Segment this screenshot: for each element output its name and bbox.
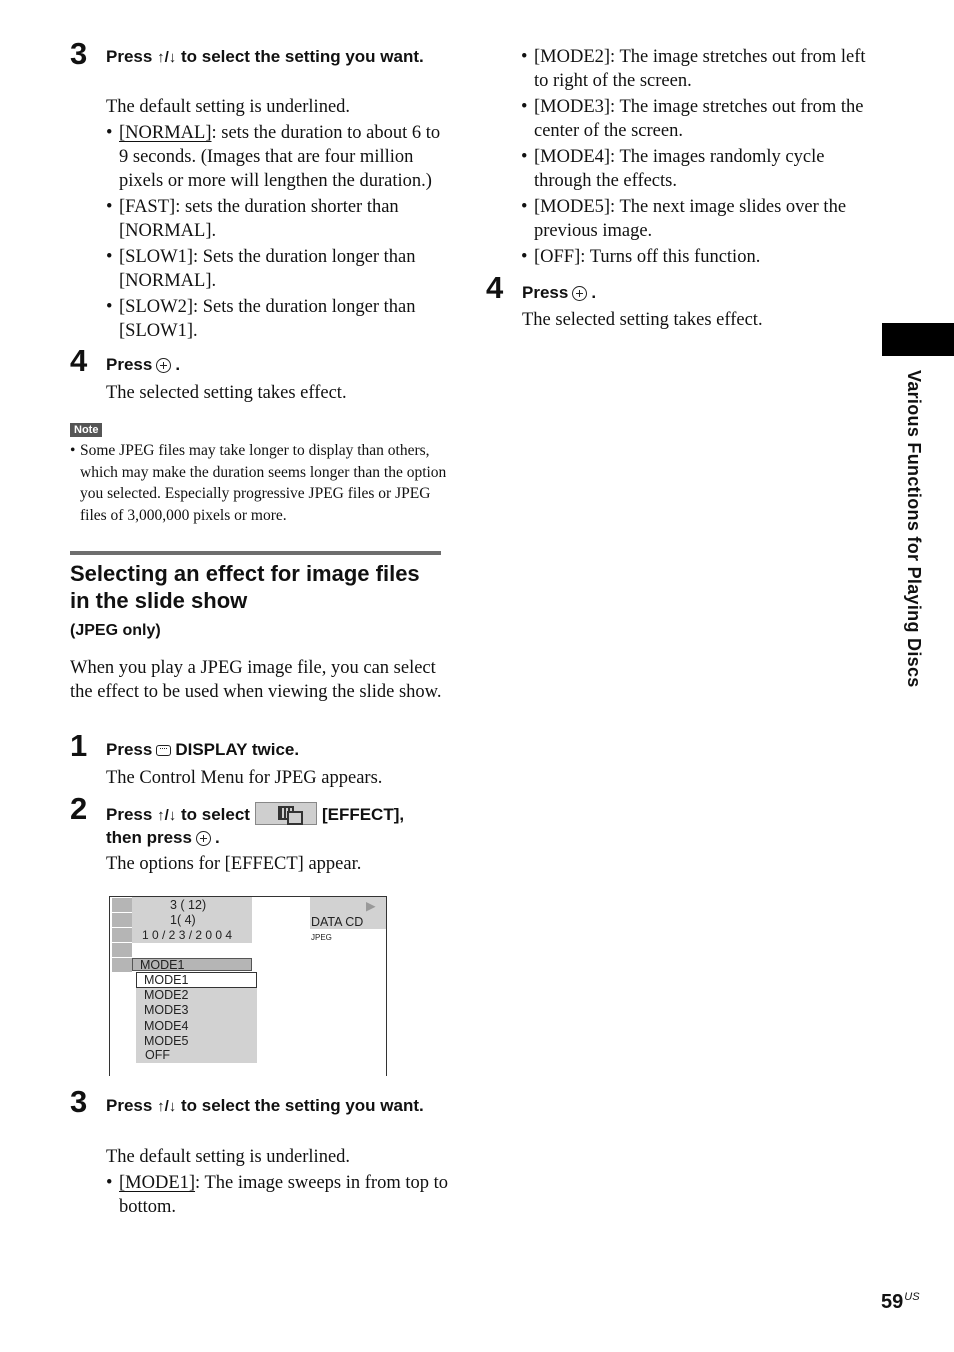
step-description: The selected setting takes effect. [106, 383, 347, 403]
chapter-tab [882, 323, 954, 356]
menu-icon-slot [111, 957, 133, 973]
press-word: Press [106, 805, 153, 824]
step-description: The default setting is underlined. [106, 1147, 351, 1167]
option-text: [MODE5]: The next image slides over the previous image. [534, 197, 847, 241]
disc-type [311, 915, 386, 945]
effect-options-list [136, 972, 257, 1063]
heading-text: to select [180, 805, 250, 824]
page-number-value: 59 [881, 1291, 904, 1313]
list-item: • [MODE4]: The images randomly cycle through the effects. [521, 147, 825, 191]
up-down-arrows-icon: ↑/↓ [157, 807, 177, 824]
press-word: Press [106, 47, 153, 66]
list-item: • [MODE2]: The image stretches out from left to right of the screen. [521, 47, 866, 91]
play-icon: ▶ [366, 899, 376, 913]
list-item: • [NORMAL]: sets the duration to about 6 to 9 seconds. (Images that are four million pixels or more will lengthen the duration.) [106, 123, 441, 191]
display-button-icon [156, 745, 171, 756]
option-text: : Sets the duration longer than [NORMAL]. [119, 247, 416, 291]
option-text: [MODE2]: The image stretches out from left to right of the screen. [534, 47, 866, 91]
period: . [591, 283, 597, 302]
step-number: 4 [70, 343, 88, 378]
option-name: [NORMAL] [119, 123, 212, 143]
option-text: [MODE4]: The images randomly cycle through the effects. [534, 147, 825, 191]
press-word: Press [522, 283, 569, 302]
press-word: Press [106, 1096, 153, 1115]
enter-button-icon [196, 831, 211, 846]
note-body: Some JPEG files may take longer to display than others, which may make the duration seems longer than the option you selected. Especially progressive JPEG files or JPEG files of 3,000,000 pixels or more. [80, 442, 447, 525]
option-name: [SLOW1] [119, 247, 193, 267]
heading-text: then press [106, 828, 192, 847]
list-item: • [OFF]: Turns off this function. [521, 247, 761, 267]
up-down-arrows-icon: ↑/↓ [157, 49, 177, 66]
step-heading [106, 46, 446, 69]
disc-type-label: DATA CD [311, 915, 364, 929]
option-text: : sets the duration to about 6 to 9 seconds. (Images that are four million pixels or more will lengthen the duration.) [119, 123, 441, 191]
region-suffix: US [904, 1291, 920, 1303]
option-text: [OFF]: Turns off this function. [534, 247, 761, 267]
effect-label: [EFFECT], [321, 805, 405, 824]
option-name: [SLOW2] [119, 297, 193, 317]
menu-icon-slot [111, 942, 133, 958]
press-word: Press [106, 355, 153, 374]
step-number: 2 [70, 791, 88, 826]
section-divider [70, 551, 441, 555]
menu-icon-slot [111, 927, 133, 943]
list-item: MODE2 [144, 988, 189, 1002]
step-heading [106, 1095, 446, 1118]
list-item: • [FAST]: sets the duration shorter than [NORMAL]. [106, 197, 399, 241]
menu-icon-slot [111, 912, 133, 928]
note-text: • Some JPEG files may take longer to display than others, which may make the duration seems longer than the option you selected. Especially progressive JPEG files or JPEG files of 3,000,000 pixels or more. [70, 442, 447, 525]
option-text: : sets the duration shorter than [NORMAL]. [119, 197, 399, 241]
option-text: : Sets the duration longer than [SLOW1]. [119, 297, 416, 341]
list-item: • [MODE1]: The image sweeps in from top to bottom. [106, 1173, 449, 1217]
section-intro: When you play a JPEG image file, you can select the effect to be used when viewing the slide show. [70, 658, 442, 702]
heading-text: DISPLAY twice. [175, 740, 300, 759]
step-number: 1 [70, 728, 88, 763]
step-number: 3 [70, 36, 88, 71]
step-heading [106, 354, 446, 376]
heading-text: to select the setting you want. [180, 1096, 424, 1115]
note-badge: Note [70, 423, 102, 437]
list-item: • [SLOW2]: Sets the duration longer than [SLOW1]. [106, 297, 416, 341]
info-line: 1( 4) [170, 913, 196, 927]
press-word: Press [106, 740, 153, 759]
effect-icon [255, 802, 317, 825]
selected-effect: MODE1 [132, 958, 252, 971]
list-item: • [MODE3]: The image stretches out from the center of the screen. [521, 97, 864, 141]
control-menu-screen [109, 896, 387, 1076]
info-line: 3 ( 12) [170, 898, 207, 912]
page-number [881, 1286, 920, 1313]
list-item: MODE5 [144, 1034, 189, 1048]
step-description: The Control Menu for JPEG appears. [106, 768, 383, 788]
info-date: 1 0 / 2 3 / 2 0 0 4 [142, 928, 233, 942]
section-subtitle: (JPEG only) [70, 622, 161, 639]
disc-type-box [310, 897, 386, 942]
enter-button-icon [156, 358, 171, 373]
period: . [214, 828, 220, 847]
list-item: MODE4 [144, 1019, 189, 1033]
step-number: 3 [70, 1084, 88, 1119]
period: . [175, 355, 181, 374]
step-description: The selected setting takes effect. [522, 310, 763, 330]
list-item: OFF [145, 1048, 170, 1062]
up-down-arrows-icon: ↑/↓ [157, 1098, 177, 1115]
disc-type-sub: JPEG [311, 933, 332, 942]
heading-text: to select the setting you want. [180, 47, 424, 66]
enter-button-icon [572, 286, 587, 301]
list-item: MODE3 [144, 1003, 189, 1017]
option-text: : The image sweeps in from top to bottom. [119, 1173, 449, 1217]
menu-icon-slot [111, 897, 133, 913]
list-item: MODE1 [144, 973, 189, 987]
step-heading [106, 739, 446, 761]
step-number: 4 [486, 270, 504, 305]
step-description: The options for [EFFECT] appear. [106, 854, 362, 874]
chapter-label: Various Functions for Playing Discs [904, 370, 924, 688]
option-text: [MODE3]: The image stretches out from the center of the screen. [534, 97, 864, 141]
playback-info [132, 897, 252, 943]
option-name: [MODE1] [119, 1173, 196, 1193]
option-name: [FAST] [119, 197, 176, 217]
step-heading [522, 282, 862, 304]
list-item: • [SLOW1]: Sets the duration longer than [NORMAL]. [106, 247, 416, 291]
section-title: Selecting an effect for image files in the slide show [70, 561, 420, 613]
step-heading [106, 802, 451, 849]
step-description: The default setting is underlined. [106, 97, 351, 117]
list-item: • [MODE5]: The next image slides over the previous image. [521, 197, 847, 241]
